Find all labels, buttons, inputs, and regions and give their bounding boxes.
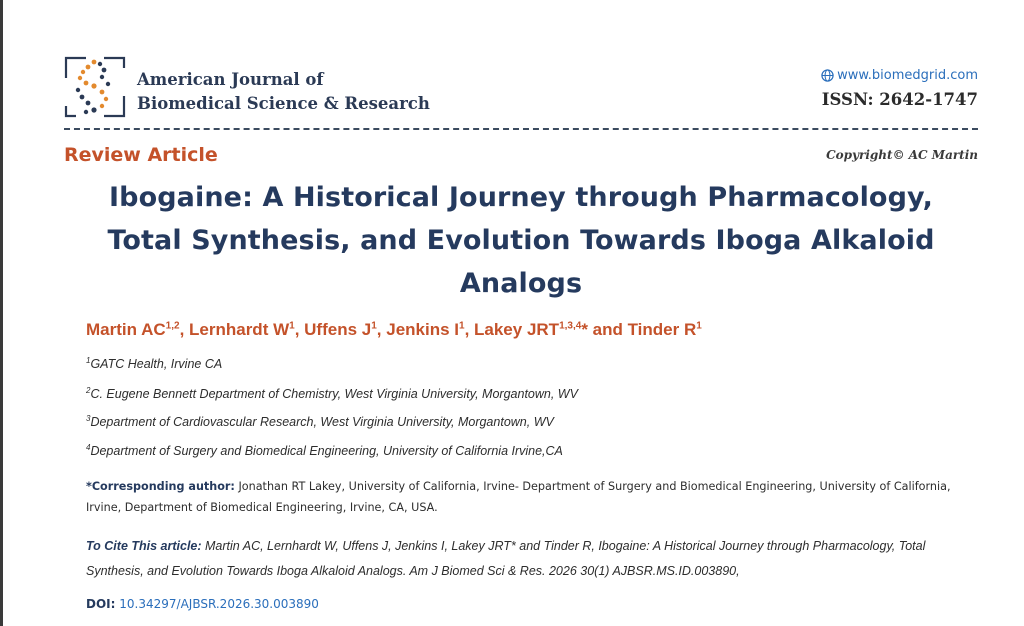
corresponding-author — [86, 476, 958, 518]
citation-text: Martin AC, Lernhardt W, Uffens J, Jenkins I, Lakey JRT* and Tinder R, Ibogaine: A Historical Journey through Pharmacology, Total Synthesis, and Evolution Towards Iboga Alkaloid Analogs. Am J Biomed Sci & Res. 2026 30(1) AJBSR.MS.ID.003890, — [86, 539, 926, 578]
doi — [86, 597, 319, 611]
website-link[interactable]: www.biomedgrid.com — [837, 68, 978, 83]
author-affiliation-marker: 1 — [289, 320, 295, 332]
affiliation-marker: 3 — [86, 414, 91, 423]
corresponding-author-text: Jonathan RT Lakey, University of California, Irvine- Department of Surgery and Biomedical Engineering, University of California, Irvine, Department of Biomedical Engineering, Irvine, CA, USA. — [86, 480, 951, 514]
author-name: Lernhardt W — [189, 320, 290, 339]
author-affiliation-marker: 1 — [696, 320, 702, 332]
journal-name-line1: American Journal of — [137, 70, 324, 89]
affiliation — [86, 414, 554, 429]
author-name: Lakey JRT — [474, 320, 560, 339]
author-separator: , — [464, 320, 475, 339]
affiliation-marker: 1 — [86, 356, 91, 365]
affiliation-text: Department of Cardiovascular Research, West Virginia University, Morgantown, WV — [90, 415, 554, 430]
doi-label: DOI: — [86, 597, 116, 611]
globe-icon — [821, 69, 834, 82]
copyright-notice: Copyright© AC Martin — [826, 148, 978, 162]
article-type: Review Article — [64, 144, 218, 166]
affiliation-text: GATC Health, Irvine CA — [90, 357, 223, 372]
corresponding-author-label: *Corresponding author: — [86, 480, 235, 493]
journal-logo-icon — [64, 56, 126, 118]
affiliation-text: C. Eugene Bennett Department of Chemistry, West Virginia University, Morgantown, WV — [90, 387, 578, 402]
doi-link[interactable]: 10.34297/AJBSR.2026.30.003890 — [119, 597, 319, 611]
journal-name-line2: Biomedical Science & Research — [137, 94, 430, 113]
affiliation-marker: 2 — [86, 386, 91, 395]
author-name: Jenkins I — [386, 320, 459, 339]
affiliation-marker: 4 — [86, 443, 91, 452]
author-separator: , — [294, 320, 305, 339]
affiliation — [86, 443, 563, 458]
article-title — [64, 176, 978, 305]
author-affiliation-marker: 1 — [459, 320, 465, 332]
author-separator: , — [376, 320, 387, 339]
citation-label: To Cite This article: — [86, 539, 202, 553]
affiliation-text: Department of Surgery and Biomedical Engineering, University of California Irvine,CA — [90, 444, 563, 459]
author-name: Tinder R — [627, 320, 697, 339]
journal-website[interactable] — [821, 68, 978, 83]
journal-name — [137, 68, 430, 116]
affiliation — [86, 356, 222, 371]
affiliation — [86, 386, 578, 401]
author-name: Uffens J — [304, 320, 372, 339]
journal-header — [64, 56, 978, 128]
author-separator: , — [179, 320, 190, 339]
author-separator: * and — [581, 320, 628, 339]
header-divider — [64, 128, 978, 130]
author-list — [86, 320, 702, 340]
title-line: Analogs — [459, 268, 583, 299]
title-line: Total Synthesis, and Evolution Towards Iboga Alkaloid — [107, 225, 935, 256]
author-affiliation-marker: 1,2 — [165, 320, 180, 332]
author-affiliation-marker: 1 — [371, 320, 377, 332]
author-affiliation-marker: 1,3,4 — [559, 320, 582, 332]
page-left-edge — [0, 0, 3, 626]
issn-number: ISSN: 2642-1747 — [821, 90, 978, 109]
citation — [86, 534, 966, 584]
author-name: Martin AC — [86, 320, 166, 339]
title-line: Ibogaine: A Historical Journey through Pharmacology, — [109, 182, 933, 213]
